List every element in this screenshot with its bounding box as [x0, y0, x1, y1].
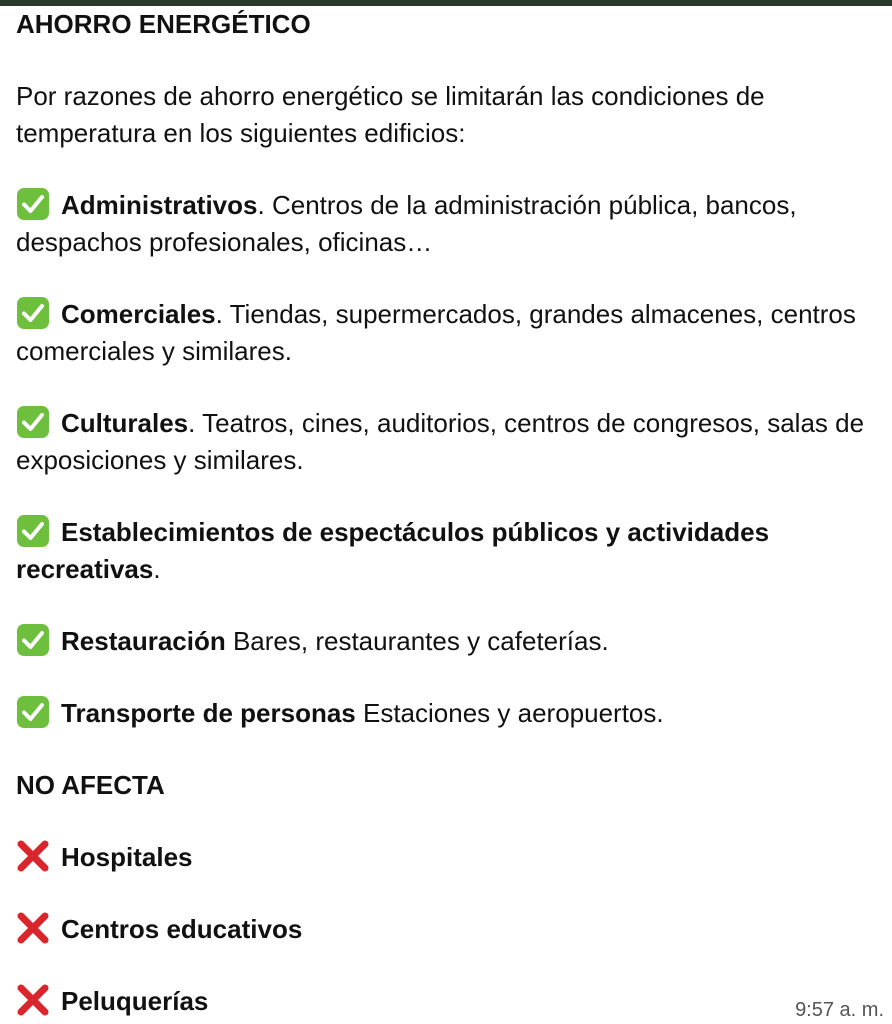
cross-icon: [16, 983, 50, 1017]
list-item-affected: [16, 695, 882, 732]
item-description: Teatros, cines, auditorios, centros de congresos, salas de exposiciones y similares.: [16, 408, 865, 475]
item-name: Peluquerías: [61, 986, 209, 1016]
item-name: Culturales: [61, 408, 189, 438]
list-item-affected: [16, 623, 882, 660]
list-item-affected: [16, 514, 882, 588]
list-item-affected: [16, 405, 882, 479]
message-timestamp: 9:57 a. m.: [795, 999, 884, 1021]
list-item-exempt: [16, 839, 882, 876]
item-punct: .: [215, 299, 223, 329]
check-icon: [16, 623, 50, 657]
item-punct: .: [188, 408, 196, 438]
check-icon: [16, 296, 50, 330]
item-name: Hospitales: [61, 842, 193, 872]
item-description: Centros de la administración pública, bancos, despachos profesionales, oficinas…: [16, 190, 797, 257]
list-item-exempt: [16, 911, 882, 948]
item-description: Bares, restaurantes y cafeterías.: [225, 626, 609, 656]
item-name: Restauración: [61, 626, 226, 656]
item-name: Administrativos: [61, 190, 258, 220]
item-name: Centros educativos: [61, 914, 303, 944]
check-icon: [16, 514, 50, 548]
message-title: AHORRO ENERGÉTICO: [16, 9, 311, 39]
list-item-affected: [16, 187, 882, 261]
exempt-title: NO AFECTA: [16, 770, 165, 800]
item-description: Estaciones y aeropuertos.: [355, 698, 664, 728]
item-name: Transporte de personas: [61, 698, 356, 728]
message-bubble: [16, 6, 882, 1020]
item-punct: .: [153, 554, 161, 584]
list-item-exempt: [16, 983, 882, 1020]
item-name: Comerciales: [61, 299, 216, 329]
item-description: Tiendas, supermercados, grandes almacenes, centros comerciales y similares.: [16, 299, 856, 366]
check-icon: [16, 695, 50, 729]
cross-icon: [16, 839, 50, 873]
list-item-affected: [16, 296, 882, 370]
item-name: Establecimientos de espectáculos públicos y actividades recreativas: [16, 517, 770, 584]
item-punct: .: [257, 190, 265, 220]
check-icon: [16, 187, 50, 221]
check-icon: [16, 405, 50, 439]
cross-icon: [16, 911, 50, 945]
intro-text: Por razones de ahorro energético se limitarán las condiciones de temperatura en los siguientes edificios:: [16, 81, 765, 148]
